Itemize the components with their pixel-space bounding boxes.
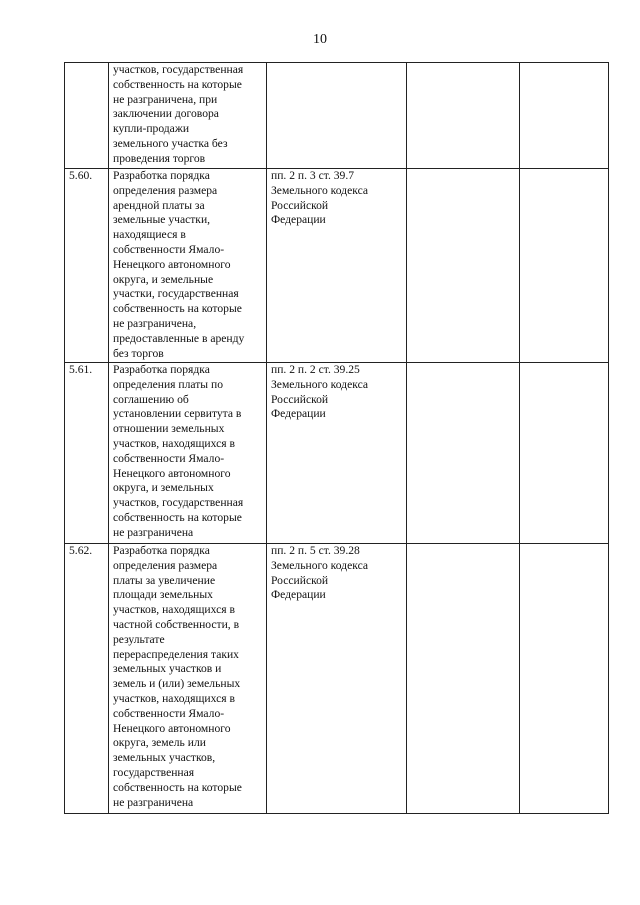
item-name-line: округа, и земельных [113,481,214,495]
item-name-line: округа, земель или [113,736,206,750]
table-row [65,363,609,544]
item-name-line: собственность на которые [113,77,242,91]
item-name-line: заключении договора [113,107,219,121]
item-number-cell: 5.60. [65,169,109,363]
item-name-line: земельные участки, [113,213,211,227]
legal-basis-line: Федерации [271,407,326,421]
item-name-line: перераспределения таких [113,647,239,661]
item-name-line: Ненецкого автономного [113,257,231,271]
item-number-cell: 5.62. [65,544,109,814]
item-name-line: проведения торгов [113,151,206,165]
item-number-cell [65,63,109,169]
legal-basis-line: пп. 2 п. 2 ст. 39.25 [271,363,360,376]
item-name-line: округа, и земельные [113,272,214,286]
item-name-line: собственность на которые [113,510,242,524]
table-row [65,63,609,169]
item-name-line: собственности Ямало- [113,451,225,465]
item-name-line: площади земельных [113,588,213,602]
document-table [64,62,609,814]
item-name-line: участков, находящихся в [113,436,235,450]
item-name-line: земельного участка без [113,136,228,150]
legal-basis-line: Земельного кодекса [271,183,369,197]
deadline-cell [520,544,609,814]
item-name-cell [109,363,267,544]
legal-basis-line: Земельного кодекса [271,558,369,572]
legal-basis-line: Российской [271,392,329,406]
legal-basis-line: Российской [271,198,329,212]
item-name-line: предоставленные в аренду [113,331,245,345]
item-name-cell [109,544,267,814]
deadline-cell [520,63,609,169]
item-name-line: не разграничена [113,795,194,809]
item-name-line: участков, государственная [113,496,244,510]
item-name-line: купли-продажи [113,122,190,136]
legal-basis-line: пп. 2 п. 3 ст. 39.7 [271,169,355,182]
item-name-line: находящиеся в [113,228,186,242]
item-name-line: платы за увеличение [113,573,216,587]
deadline-cell [520,363,609,544]
item-name-line: земель и (или) земельных [113,677,241,691]
item-name-cell [109,63,267,169]
item-name-line: земельных участков и [113,662,222,676]
item-number-cell: 5.61. [65,363,109,544]
legal-basis-line: Земельного кодекса [271,377,369,391]
item-name-line: определения платы по [113,377,223,391]
item-name-line: соглашению об [113,392,189,406]
item-name-line: участков, находящихся в [113,691,235,705]
legal-basis-cell [267,363,407,544]
legal-basis-cell [267,169,407,363]
item-name-line: результате [113,632,165,646]
item-name-line: не разграничена, при [113,92,218,106]
responsible-cell [407,363,520,544]
item-name-line: определения размера [113,183,218,197]
item-name-line: собственности Ямало- [113,706,225,720]
item-name-line: частной собственности, в [113,617,240,631]
responsible-cell [407,63,520,169]
item-name-line: не разграничена [113,525,194,539]
item-name-line: отношении земельных [113,422,225,436]
item-name-line: собственности Ямало- [113,242,225,256]
legal-basis-cell [267,544,407,814]
item-name-cell [109,169,267,363]
item-name-line: без торгов [113,346,164,360]
item-name-line: установлении сервитута в [113,407,242,421]
item-name-line: Разработка порядка [113,544,210,557]
item-name-line: собственность на которые [113,780,242,794]
item-name-line: Ненецкого автономного [113,466,231,480]
item-name-line: Ненецкого автономного [113,721,231,735]
legal-basis-cell [267,63,407,169]
item-name-line: арендной платы за [113,198,205,212]
item-name-line: Разработка порядка [113,169,210,182]
table-row [65,544,609,814]
legal-basis-line: Федерации [271,588,326,602]
item-name-line: участки, государственная [113,287,239,301]
item-name-line: определения размера [113,558,218,572]
responsible-cell [407,169,520,363]
item-name-line: государственная [113,765,195,779]
legal-basis-line: Федерации [271,213,326,227]
deadline-cell [520,169,609,363]
page-number: 10 [313,32,327,47]
responsible-cell [407,544,520,814]
item-name-line: участков, государственная [113,63,244,76]
item-name-line: не разграничена, [113,316,197,330]
item-name-line: земельных участков, [113,751,216,765]
legal-basis-line: Российской [271,573,329,587]
legal-basis-line: пп. 2 п. 5 ст. 39.28 [271,544,360,557]
table-body [65,63,609,814]
item-name-line: собственность на которые [113,302,242,316]
table-row [65,169,609,363]
item-name-line: участков, находящихся в [113,603,235,617]
item-name-line: Разработка порядка [113,363,210,376]
